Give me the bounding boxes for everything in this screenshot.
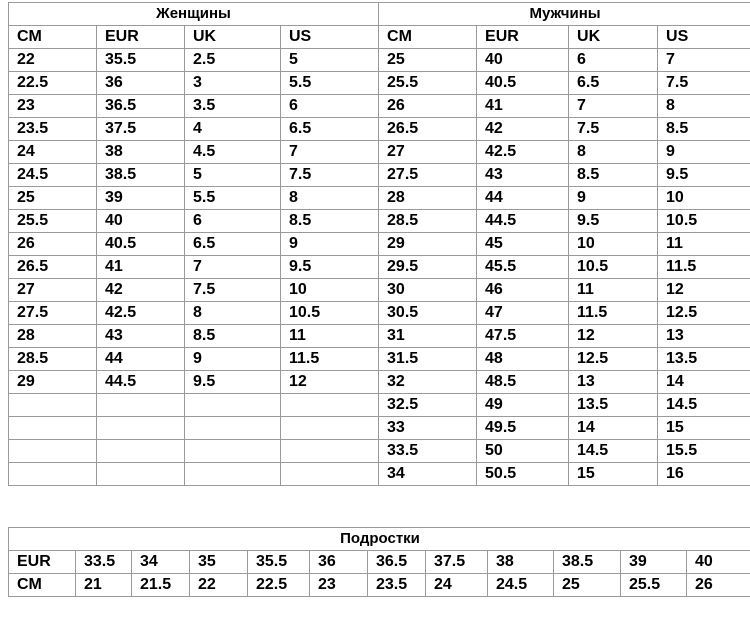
teen-eur-cell: 39 <box>621 551 687 574</box>
men-cell: 10 <box>569 233 658 256</box>
women-cell: 6 <box>185 210 281 233</box>
men-cell: 8 <box>569 141 658 164</box>
teen-cm-cell: 26 <box>687 574 750 597</box>
women-cell: 25 <box>9 187 97 210</box>
women-cell: 5 <box>281 49 379 72</box>
men-cell: 9.5 <box>569 210 658 233</box>
men-cell: 14.5 <box>569 440 658 463</box>
men-col-us: US <box>658 26 750 49</box>
men-cell: 44 <box>477 187 569 210</box>
table-row <box>9 187 750 210</box>
women-cell: 23.5 <box>9 118 97 141</box>
men-cell: 26.5 <box>379 118 477 141</box>
women-cell: 7.5 <box>281 164 379 187</box>
table-row <box>9 95 750 118</box>
women-cell: 9.5 <box>281 256 379 279</box>
size-chart-teen <box>8 527 750 597</box>
women-cell: 4 <box>185 118 281 141</box>
women-cell <box>185 417 281 440</box>
table-row <box>9 279 750 302</box>
men-cell: 48 <box>477 348 569 371</box>
men-cell: 14 <box>658 371 750 394</box>
women-cell: 12 <box>281 371 379 394</box>
women-col-cm: CM <box>9 26 97 49</box>
men-cell: 9 <box>569 187 658 210</box>
women-cell <box>97 417 185 440</box>
men-cell: 7.5 <box>569 118 658 141</box>
women-cell: 43 <box>97 325 185 348</box>
teen-eur-cell: 40 <box>687 551 750 574</box>
women-cell <box>9 463 97 486</box>
teen-eur-cell: 38.5 <box>554 551 621 574</box>
table-row <box>9 371 750 394</box>
men-cell: 32 <box>379 371 477 394</box>
men-cell: 8.5 <box>658 118 750 141</box>
men-cell: 7.5 <box>658 72 750 95</box>
men-cell: 7 <box>658 49 750 72</box>
table-row <box>9 141 750 164</box>
table-row <box>9 118 750 141</box>
table-row <box>9 72 750 95</box>
table-row <box>9 302 750 325</box>
women-cell: 38.5 <box>97 164 185 187</box>
men-cell: 13.5 <box>658 348 750 371</box>
men-cell: 50 <box>477 440 569 463</box>
teen-group-header: Подростки <box>9 528 750 551</box>
women-cell: 4.5 <box>185 141 281 164</box>
women-cell: 5.5 <box>185 187 281 210</box>
women-cell <box>185 463 281 486</box>
teen-eur-cell: 36.5 <box>368 551 426 574</box>
men-cell: 12.5 <box>658 302 750 325</box>
teen-eur-cell: 33.5 <box>76 551 132 574</box>
women-cell: 39 <box>97 187 185 210</box>
men-cell: 47.5 <box>477 325 569 348</box>
men-cell: 25 <box>379 49 477 72</box>
men-cell: 9 <box>658 141 750 164</box>
women-cell: 29 <box>9 371 97 394</box>
men-cell: 15 <box>569 463 658 486</box>
women-cell <box>281 394 379 417</box>
men-cell: 6.5 <box>569 72 658 95</box>
teen-eur-cell: 35 <box>190 551 248 574</box>
men-cell: 31 <box>379 325 477 348</box>
women-cell: 9.5 <box>185 371 281 394</box>
men-cell: 41 <box>477 95 569 118</box>
teen-cm-cell: 23.5 <box>368 574 426 597</box>
women-cell <box>281 463 379 486</box>
women-cell: 8 <box>185 302 281 325</box>
women-cell: 11.5 <box>281 348 379 371</box>
men-cell: 49 <box>477 394 569 417</box>
women-cell: 26 <box>9 233 97 256</box>
men-cell: 26 <box>379 95 477 118</box>
men-cell: 16 <box>658 463 750 486</box>
men-cell: 29 <box>379 233 477 256</box>
women-cell: 28.5 <box>9 348 97 371</box>
women-cell: 42.5 <box>97 302 185 325</box>
men-cell: 12.5 <box>569 348 658 371</box>
teen-eur-cell: 37.5 <box>426 551 488 574</box>
men-cell: 13 <box>658 325 750 348</box>
teen-eur-cell: 34 <box>132 551 190 574</box>
men-col-cm: CM <box>379 26 477 49</box>
table-row <box>9 164 750 187</box>
women-cell: 44 <box>97 348 185 371</box>
men-cell: 33.5 <box>379 440 477 463</box>
teen-eur-row <box>9 551 750 574</box>
men-cell: 31.5 <box>379 348 477 371</box>
women-cell <box>9 394 97 417</box>
men-cell: 8 <box>658 95 750 118</box>
women-cell: 10 <box>281 279 379 302</box>
women-cell: 10.5 <box>281 302 379 325</box>
size-chart-main <box>8 2 750 486</box>
men-cell: 45 <box>477 233 569 256</box>
men-cell: 42 <box>477 118 569 141</box>
table-row <box>9 256 750 279</box>
women-cell: 42 <box>97 279 185 302</box>
men-cell: 9.5 <box>658 164 750 187</box>
women-cell: 22 <box>9 49 97 72</box>
men-cell: 43 <box>477 164 569 187</box>
table-row <box>9 417 750 440</box>
women-cell: 38 <box>97 141 185 164</box>
women-cell: 2.5 <box>185 49 281 72</box>
women-group-header: Женщины <box>9 3 379 26</box>
teen-cm-cell: 24 <box>426 574 488 597</box>
women-cell: 44.5 <box>97 371 185 394</box>
women-cell: 5 <box>185 164 281 187</box>
men-cell: 45.5 <box>477 256 569 279</box>
teen-cm-cell: 22.5 <box>248 574 310 597</box>
women-cell: 8.5 <box>281 210 379 233</box>
women-col-uk: UK <box>185 26 281 49</box>
women-cell: 24 <box>9 141 97 164</box>
teen-eur-cell: 36 <box>310 551 368 574</box>
men-cell: 33 <box>379 417 477 440</box>
women-cell <box>185 440 281 463</box>
teen-cm-cell: 21 <box>76 574 132 597</box>
women-cell: 26.5 <box>9 256 97 279</box>
men-cell: 15 <box>658 417 750 440</box>
teen-cm-row <box>9 574 750 597</box>
women-cell <box>97 463 185 486</box>
men-cell: 12 <box>569 325 658 348</box>
women-cell: 25.5 <box>9 210 97 233</box>
men-cell: 50.5 <box>477 463 569 486</box>
men-col-eur: EUR <box>477 26 569 49</box>
men-cell: 12 <box>658 279 750 302</box>
men-cell: 46 <box>477 279 569 302</box>
women-cell: 36.5 <box>97 95 185 118</box>
women-cell: 5.5 <box>281 72 379 95</box>
teen-eur-cell: 38 <box>488 551 554 574</box>
men-cell: 42.5 <box>477 141 569 164</box>
women-cell <box>97 394 185 417</box>
women-cell: 40 <box>97 210 185 233</box>
men-cell: 30 <box>379 279 477 302</box>
men-col-uk: UK <box>569 26 658 49</box>
men-cell: 40.5 <box>477 72 569 95</box>
men-cell: 7 <box>569 95 658 118</box>
men-cell: 6 <box>569 49 658 72</box>
women-cell: 6.5 <box>281 118 379 141</box>
table-row <box>9 233 750 256</box>
men-cell: 25.5 <box>379 72 477 95</box>
women-cell: 27.5 <box>9 302 97 325</box>
women-cell <box>281 417 379 440</box>
women-cell: 23 <box>9 95 97 118</box>
men-cell: 27 <box>379 141 477 164</box>
men-cell: 28.5 <box>379 210 477 233</box>
table-row <box>9 325 750 348</box>
men-cell: 34 <box>379 463 477 486</box>
women-cell: 7 <box>281 141 379 164</box>
women-cell: 3 <box>185 72 281 95</box>
women-cell: 24.5 <box>9 164 97 187</box>
teen-cm-label: CM <box>9 574 76 597</box>
men-cell: 32.5 <box>379 394 477 417</box>
men-group-header: Мужчины <box>379 3 750 26</box>
men-cell: 28 <box>379 187 477 210</box>
men-cell: 11.5 <box>569 302 658 325</box>
women-cell: 3.5 <box>185 95 281 118</box>
women-cell: 35.5 <box>97 49 185 72</box>
teen-eur-cell: 35.5 <box>248 551 310 574</box>
women-cell: 9 <box>185 348 281 371</box>
women-col-us: US <box>281 26 379 49</box>
men-cell: 13 <box>569 371 658 394</box>
men-cell: 40 <box>477 49 569 72</box>
table-row <box>9 394 750 417</box>
teen-cm-cell: 25.5 <box>621 574 687 597</box>
women-cell: 27 <box>9 279 97 302</box>
teen-cm-cell: 23 <box>310 574 368 597</box>
women-cell: 8 <box>281 187 379 210</box>
women-cell: 36 <box>97 72 185 95</box>
women-cell: 11 <box>281 325 379 348</box>
women-cell: 28 <box>9 325 97 348</box>
men-cell: 11 <box>569 279 658 302</box>
women-cell: 37.5 <box>97 118 185 141</box>
teen-cm-cell: 24.5 <box>488 574 554 597</box>
teen-cm-cell: 25 <box>554 574 621 597</box>
men-cell: 11.5 <box>658 256 750 279</box>
men-cell: 47 <box>477 302 569 325</box>
teen-cm-cell: 22 <box>190 574 248 597</box>
men-cell: 29.5 <box>379 256 477 279</box>
men-cell: 49.5 <box>477 417 569 440</box>
women-cell: 9 <box>281 233 379 256</box>
teen-eur-label: EUR <box>9 551 76 574</box>
table-row <box>9 440 750 463</box>
women-cell <box>185 394 281 417</box>
women-cell: 8.5 <box>185 325 281 348</box>
women-col-eur: EUR <box>97 26 185 49</box>
table-row <box>9 210 750 233</box>
women-cell: 41 <box>97 256 185 279</box>
women-cell <box>9 440 97 463</box>
men-cell: 30.5 <box>379 302 477 325</box>
men-cell: 13.5 <box>569 394 658 417</box>
women-cell <box>97 440 185 463</box>
women-cell: 6 <box>281 95 379 118</box>
women-cell: 7.5 <box>185 279 281 302</box>
men-cell: 44.5 <box>477 210 569 233</box>
women-cell: 40.5 <box>97 233 185 256</box>
men-cell: 10 <box>658 187 750 210</box>
women-cell <box>281 440 379 463</box>
men-cell: 27.5 <box>379 164 477 187</box>
men-cell: 10.5 <box>658 210 750 233</box>
size-chart-body <box>9 49 750 486</box>
men-cell: 8.5 <box>569 164 658 187</box>
men-cell: 10.5 <box>569 256 658 279</box>
men-cell: 48.5 <box>477 371 569 394</box>
women-cell: 7 <box>185 256 281 279</box>
men-cell: 14.5 <box>658 394 750 417</box>
men-cell: 11 <box>658 233 750 256</box>
women-cell <box>9 417 97 440</box>
table-row <box>9 348 750 371</box>
table-row <box>9 49 750 72</box>
men-cell: 14 <box>569 417 658 440</box>
women-cell: 22.5 <box>9 72 97 95</box>
women-cell: 6.5 <box>185 233 281 256</box>
table-row <box>9 463 750 486</box>
column-header-row <box>9 26 750 49</box>
teen-cm-cell: 21.5 <box>132 574 190 597</box>
men-cell: 15.5 <box>658 440 750 463</box>
